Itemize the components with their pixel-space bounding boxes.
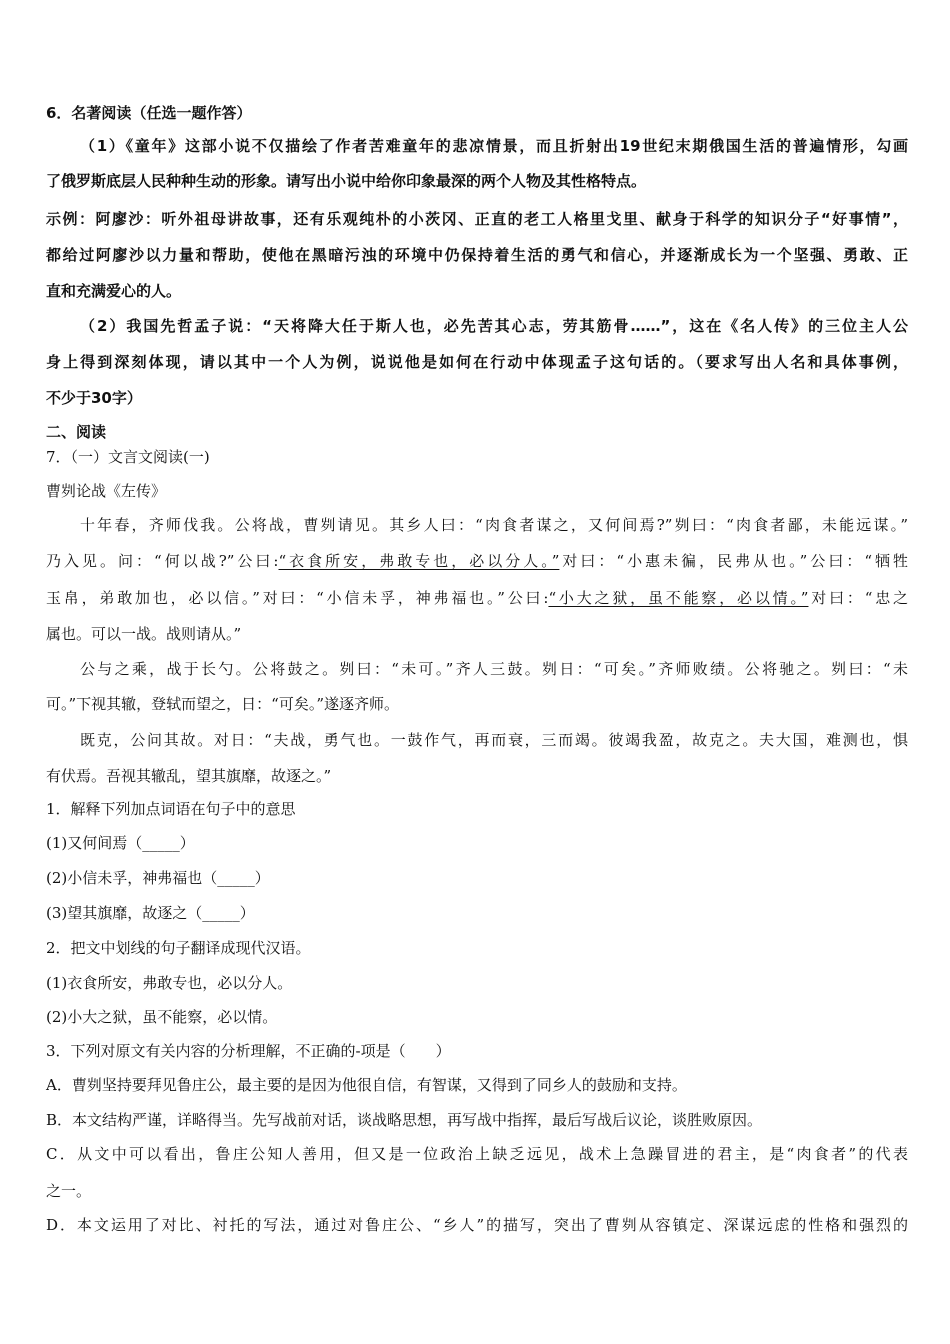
passage-para2-line1: 公与之乘，战于长勺。公将鼓之。刿曰：“未可。”齐人三鼓。刿日：“可矣。”齐师败绩。公将驰之。刿曰：“未 [80,660,908,678]
underlined-sentence-2: “小大之狱，虽不能察，必以情。” [548,589,809,607]
subquestion-2-item: (2)小大之狱，虽不能察，必以情。 [46,1008,278,1026]
question-6-part2-line1: （2）我国先哲孟子说：“天将降大任于斯人也，必先苦其心志，劳其筋骨……”，这在《名人传》的三位主人公 [80,317,908,335]
subquestion-1-item: (2)小信未孚，神弗福也（_____） [46,869,270,887]
subquestion-1-item: (3)望其旗靡，故逐之（_____） [46,904,255,922]
passage-para2-line2: 可。”下视其辙，登轼而望之，日：“可矣。”遂逐齐师。 [46,695,400,713]
question-6-part1-line1: （1）《童年》这部小说不仅描绘了作者苦难童年的悲凉情景，而且折射出19世纪末期俄国生活的普遍情形，勾画 [80,137,908,155]
subquestion-3-title: 3．下列对原文有关内容的分析理解，不正确的-项是（ ） [46,1042,451,1060]
underlined-sentence-1: “衣食所安，弗敢专也，必以分人。” [278,552,560,570]
subquestion-2-item: (1)衣食所安，弗敢专也，必以分人。 [46,974,293,992]
question-6-example-line3: 直和充满爱心的人。 [46,282,182,300]
question-6-example-line2: 都给过阿廖沙以力量和帮助，使他在黑暗污浊的环境中仍保持着生活的勇气和信心，并逐渐成长为一个坚强、勇敢、正 [46,246,908,264]
passage-source: 曹刿论战《左传》 [46,482,167,500]
question-6-part1-line2: 了俄罗斯底层人民种种生动的形象。请写出小说中给你印象最深的两个人物及其性格特点。 [46,172,647,190]
option-c-line1: C．从文中可以看出，鲁庄公知人善用，但又是一位政治上缺乏远见，战术上急躁冒进的君主，是“肉食者”的代表 [46,1145,908,1163]
option-c-line2: 之一。 [46,1182,92,1200]
passage-para1-line1: 十年春，齐师伐我。公将战，曹刿请见。其乡人曰：“肉食者谋之，又何间焉?”刿曰：“肉食者鄙，未能远谋。” [80,516,908,534]
subquestion-2-title: 2．把文中划线的句子翻译成现代汉语。 [46,939,311,957]
question-7-title: 7．（一）文言文阅读(一) [46,448,210,466]
option-a: A．曹刿坚持要拜见鲁庄公，最主要的是因为他很自信，有智谋，又得到了同乡人的鼓励和支持。 [46,1076,687,1094]
passage-para3-line2: 有伏焉。吾视其辙乱，望其旗靡，故逐之。” [46,767,332,785]
subquestion-1-item: (1)又何间焉（_____） [46,834,195,852]
section-2-title: 二、阅读 [46,423,107,441]
question-6-example-line1: 示例：阿廖沙：听外祖母讲故事，还有乐观纯朴的小茨冈、正直的老工人格里戈里、献身于科学的知识分子“好事情”， [46,210,908,228]
question-6-part2-line3: 不少于30字） [46,389,142,407]
question-6-part2-line2: 身上得到深刻体现，请以其中一个人为例，说说他是如何在行动中体现孟子这句话的。（要求写出人名和具体事例， [46,353,908,371]
passage-para1-line4: 属也。可以一战。战则请从。” [46,625,242,643]
option-b: B．本文结构严谨，详略得当。先写战前对话，谈战略思想，再写战中指挥，最后写战后议论，谈胜败原因。 [46,1111,763,1129]
question-6-title: 6．名著阅读（任选一题作答） [46,104,252,122]
passage-para1-line2: 乃入见。问：“何以战?”公曰:“衣食所安，弗敢专也，必以分人。”对曰：“小惠未徧，民弗从也。”公曰：“牺牲 [46,552,908,570]
passage-para1-line3: 玉帛，弟敢加也，必以信。”对曰：“小信未孚，神弗福也。”公曰:“小大之狱，虽不能察，必以情。”对曰：“忠之 [46,589,909,607]
passage-para3-line1: 既克，公问其故。对日：“夫战，勇气也。一鼓作气，再而衰，三而竭。彼竭我盈，故克之。夫大国，难测也，惧 [80,731,908,749]
subquestion-1-title: 1．解释下列加点词语在句子中的意思 [46,800,296,818]
option-d: D．本文运用了对比、衬托的写法，通过对鲁庄公、“乡人”的描写，突出了曹刿从容镇定、深谋远虑的性格和强烈的 [46,1216,908,1234]
